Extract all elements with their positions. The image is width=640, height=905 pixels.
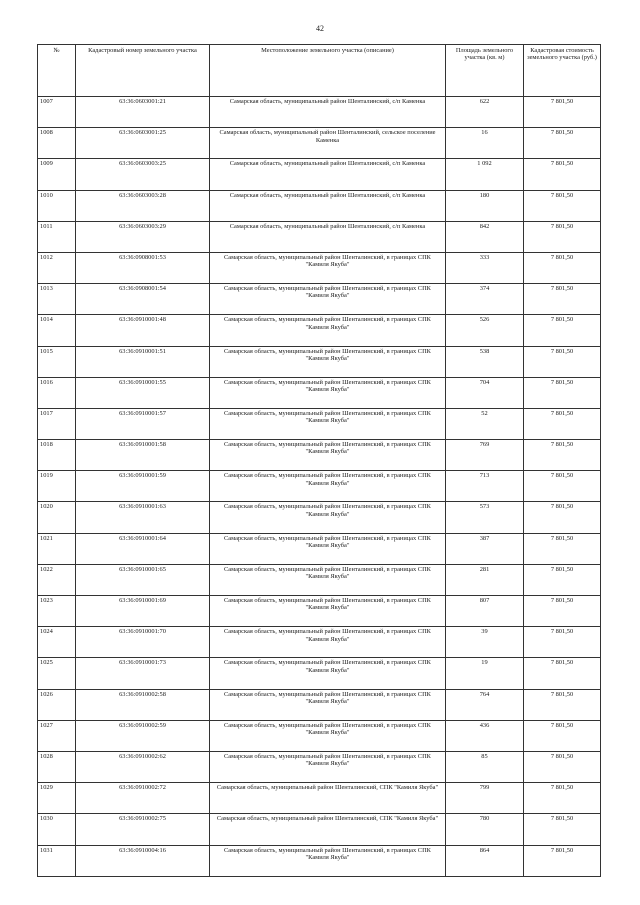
location-cell: Самарская область, муниципальный район Шенталинский, в границах СПК "Камиля Якуба" xyxy=(210,471,446,502)
cadastral-number-cell: 63:36:0910001:69 xyxy=(76,596,210,627)
table-row xyxy=(38,252,601,283)
row-number-cell: 1013 xyxy=(38,284,76,315)
area-cell: 281 xyxy=(446,564,524,595)
cadastral-cost-cell: 7 801,50 xyxy=(524,159,601,190)
table-row xyxy=(38,627,601,658)
row-number-cell: 1008 xyxy=(38,128,76,159)
row-number-cell: 1021 xyxy=(38,533,76,564)
table-row xyxy=(38,315,601,346)
row-number-cell: 1007 xyxy=(38,97,76,128)
cadastral-cost-cell: 7 801,50 xyxy=(524,190,601,221)
row-number-cell: 1019 xyxy=(38,471,76,502)
table-header-row xyxy=(38,45,601,97)
table-row xyxy=(38,596,601,627)
cadastral-number-cell: 63:36:0910002:58 xyxy=(76,689,210,720)
cadastral-number-cell: 63:36:0910001:55 xyxy=(76,377,210,408)
cadastral-number-cell: 63:36:0603001:25 xyxy=(76,128,210,159)
table-row xyxy=(38,408,601,439)
row-number-cell: 1025 xyxy=(38,658,76,689)
area-cell: 799 xyxy=(446,783,524,814)
location-cell: Самарская область, муниципальный район Шенталинский, в границах СПК "Камиля Якуба" xyxy=(210,845,446,876)
location-cell: Самарская область, муниципальный район Шенталинский, в границах СПК "Камиля Якуба" xyxy=(210,377,446,408)
location-cell: Самарская область, муниципальный район Шенталинский, в границах СПК "Камиля Якуба" xyxy=(210,440,446,471)
cadastral-cost-cell: 7 801,50 xyxy=(524,315,601,346)
row-number-cell: 1012 xyxy=(38,252,76,283)
cadastral-number-cell: 63:36:0603001:21 xyxy=(76,97,210,128)
header-number: № xyxy=(38,45,76,97)
cadastral-cost-cell: 7 801,50 xyxy=(524,814,601,845)
area-cell: 1 092 xyxy=(446,159,524,190)
cadastral-cost-cell: 7 801,50 xyxy=(524,658,601,689)
row-number-cell: 1022 xyxy=(38,564,76,595)
area-cell: 622 xyxy=(446,97,524,128)
location-cell: Самарская область, муниципальный район Шенталинский, с/п Каменка xyxy=(210,190,446,221)
cadastral-cost-cell: 7 801,50 xyxy=(524,346,601,377)
cadastral-number-cell: 63:36:0910001:58 xyxy=(76,440,210,471)
area-cell: 526 xyxy=(446,315,524,346)
header-area: Площадь земельного участка (кв. м) xyxy=(446,45,524,97)
location-cell: Самарская область, муниципальный район Шенталинский, в границах СПК "Камиля Якуба" xyxy=(210,252,446,283)
cadastral-number-cell: 63:36:0910001:63 xyxy=(76,502,210,533)
table-row xyxy=(38,440,601,471)
cadastral-number-cell: 63:36:0910001:64 xyxy=(76,533,210,564)
header-location: Местоположение земельного участка (описание) xyxy=(210,45,446,97)
row-number-cell: 1010 xyxy=(38,190,76,221)
table-row xyxy=(38,190,601,221)
area-cell: 842 xyxy=(446,221,524,252)
table-row xyxy=(38,159,601,190)
row-number-cell: 1020 xyxy=(38,502,76,533)
cadastral-cost-cell: 7 801,50 xyxy=(524,221,601,252)
table-row xyxy=(38,533,601,564)
row-number-cell: 1014 xyxy=(38,315,76,346)
cadastral-cost-cell: 7 801,50 xyxy=(524,408,601,439)
cadastral-cost-cell: 7 801,50 xyxy=(524,377,601,408)
row-number-cell: 1029 xyxy=(38,783,76,814)
row-number-cell: 1031 xyxy=(38,845,76,876)
cadastral-number-cell: 63:36:0910001:73 xyxy=(76,658,210,689)
cadastral-number-cell: 63:36:0910001:51 xyxy=(76,346,210,377)
row-number-cell: 1015 xyxy=(38,346,76,377)
location-cell: Самарская область, муниципальный район Шенталинский, в границах СПК "Камиля Якуба" xyxy=(210,346,446,377)
cadastral-number-cell: 63:36:0910001:59 xyxy=(76,471,210,502)
area-cell: 333 xyxy=(446,252,524,283)
table-row xyxy=(38,128,601,159)
cadastral-cost-cell: 7 801,50 xyxy=(524,751,601,782)
cadastral-cost-cell: 7 801,50 xyxy=(524,533,601,564)
table-row xyxy=(38,471,601,502)
area-cell: 19 xyxy=(446,658,524,689)
location-cell: Самарская область, муниципальный район Шенталинский, с/п Каменка xyxy=(210,221,446,252)
location-cell: Самарская область, муниципальный район Шенталинский, в границах СПК "Камиля Якуба" xyxy=(210,533,446,564)
location-cell: Самарская область, муниципальный район Шенталинский, в границах СПК "Камиля Якуба" xyxy=(210,627,446,658)
cadastral-cost-cell: 7 801,50 xyxy=(524,564,601,595)
area-cell: 374 xyxy=(446,284,524,315)
table-body xyxy=(38,97,601,877)
area-cell: 573 xyxy=(446,502,524,533)
row-number-cell: 1016 xyxy=(38,377,76,408)
area-cell: 16 xyxy=(446,128,524,159)
cadastral-cost-cell: 7 801,50 xyxy=(524,252,601,283)
area-cell: 769 xyxy=(446,440,524,471)
table-row xyxy=(38,658,601,689)
cadastral-number-cell: 63:36:0910002:62 xyxy=(76,751,210,782)
row-number-cell: 1017 xyxy=(38,408,76,439)
location-cell: Самарская область, муниципальный район Шенталинский, с/п Каменка xyxy=(210,159,446,190)
cadastral-cost-cell: 7 801,50 xyxy=(524,689,601,720)
table-row xyxy=(38,814,601,845)
table-row xyxy=(38,689,601,720)
row-number-cell: 1009 xyxy=(38,159,76,190)
area-cell: 85 xyxy=(446,751,524,782)
area-cell: 764 xyxy=(446,689,524,720)
cadastral-number-cell: 63:36:0910001:65 xyxy=(76,564,210,595)
area-cell: 807 xyxy=(446,596,524,627)
table-row xyxy=(38,720,601,751)
cadastral-cost-cell: 7 801,50 xyxy=(524,627,601,658)
area-cell: 780 xyxy=(446,814,524,845)
row-number-cell: 1030 xyxy=(38,814,76,845)
table-row xyxy=(38,377,601,408)
area-cell: 713 xyxy=(446,471,524,502)
cadastral-number-cell: 63:36:0910004:16 xyxy=(76,845,210,876)
row-number-cell: 1028 xyxy=(38,751,76,782)
cadastral-cost-cell: 7 801,50 xyxy=(524,502,601,533)
location-cell: Самарская область, муниципальный район Шенталинский, в границах СПК "Камиля Якуба" xyxy=(210,596,446,627)
cadastral-number-cell: 63:36:0603003:28 xyxy=(76,190,210,221)
table-row xyxy=(38,221,601,252)
cadastral-number-cell: 63:36:0910002:59 xyxy=(76,720,210,751)
area-cell: 39 xyxy=(446,627,524,658)
cadastral-cost-cell: 7 801,50 xyxy=(524,440,601,471)
table-row xyxy=(38,346,601,377)
location-cell: Самарская область, муниципальный район Шенталинский, с/п Каменка xyxy=(210,97,446,128)
location-cell: Самарская область, муниципальный район Шенталинский, сельское поселение Каменка xyxy=(210,128,446,159)
cadastral-cost-cell: 7 801,50 xyxy=(524,128,601,159)
location-cell: Самарская область, муниципальный район Шенталинский, в границах СПК "Камиля Якуба" xyxy=(210,502,446,533)
header-cadastral-number: Кадастровый номер земельного участка xyxy=(76,45,210,97)
table-row xyxy=(38,564,601,595)
area-cell: 436 xyxy=(446,720,524,751)
cadastral-number-cell: 63:36:0910002:75 xyxy=(76,814,210,845)
area-cell: 180 xyxy=(446,190,524,221)
table-row xyxy=(38,97,601,128)
table-row xyxy=(38,284,601,315)
area-cell: 387 xyxy=(446,533,524,564)
row-number-cell: 1026 xyxy=(38,689,76,720)
table-row xyxy=(38,845,601,876)
location-cell: Самарская область, муниципальный район Шенталинский, СПК "Камиля Якуба" xyxy=(210,814,446,845)
row-number-cell: 1027 xyxy=(38,720,76,751)
cadastral-number-cell: 63:36:0910001:70 xyxy=(76,627,210,658)
location-cell: Самарская область, муниципальный район Шенталинский, в границах СПК "Камиля Якуба" xyxy=(210,315,446,346)
cadastral-number-cell: 63:36:0603003:25 xyxy=(76,159,210,190)
cadastral-number-cell: 63:36:0910001:57 xyxy=(76,408,210,439)
location-cell: Самарская область, муниципальный район Шенталинский, СПК "Камиля Якуба" xyxy=(210,783,446,814)
location-cell: Самарская область, муниципальный район Шенталинский, в границах СПК "Камиля Якуба" xyxy=(210,564,446,595)
cadastral-number-cell: 63:36:0908001:53 xyxy=(76,252,210,283)
cadastral-cost-cell: 7 801,50 xyxy=(524,471,601,502)
row-number-cell: 1024 xyxy=(38,627,76,658)
row-number-cell: 1023 xyxy=(38,596,76,627)
cadastral-number-cell: 63:36:0603003:29 xyxy=(76,221,210,252)
area-cell: 704 xyxy=(446,377,524,408)
location-cell: Самарская область, муниципальный район Шенталинский, в границах СПК "Камиля Якуба" xyxy=(210,720,446,751)
location-cell: Самарская область, муниципальный район Шенталинский, в границах СПК "Камиля Якуба" xyxy=(210,751,446,782)
location-cell: Самарская область, муниципальный район Шенталинский, в границах СПК "Камиля Якуба" xyxy=(210,689,446,720)
cadastral-number-cell: 63:36:0910001:48 xyxy=(76,315,210,346)
cadastral-cost-cell: 7 801,50 xyxy=(524,845,601,876)
location-cell: Самарская область, муниципальный район Шенталинский, в границах СПК "Камиля Якуба" xyxy=(210,408,446,439)
page-number: 42 xyxy=(316,24,324,33)
table-row xyxy=(38,502,601,533)
row-number-cell: 1011 xyxy=(38,221,76,252)
cadastral-number-cell: 63:36:0908001:54 xyxy=(76,284,210,315)
land-plots-table xyxy=(37,44,601,877)
cadastral-cost-cell: 7 801,50 xyxy=(524,720,601,751)
cadastral-cost-cell: 7 801,50 xyxy=(524,783,601,814)
cadastral-cost-cell: 7 801,50 xyxy=(524,284,601,315)
area-cell: 52 xyxy=(446,408,524,439)
cadastral-cost-cell: 7 801,50 xyxy=(524,97,601,128)
location-cell: Самарская область, муниципальный район Шенталинский, в границах СПК "Камиля Якуба" xyxy=(210,284,446,315)
location-cell: Самарская область, муниципальный район Шенталинский, в границах СПК "Камиля Якуба" xyxy=(210,658,446,689)
cadastral-cost-cell: 7 801,50 xyxy=(524,596,601,627)
area-cell: 538 xyxy=(446,346,524,377)
table-row xyxy=(38,751,601,782)
table-row xyxy=(38,783,601,814)
header-cadastral-cost: Кадастровая стоимость земельного участка (руб.) xyxy=(524,45,601,97)
row-number-cell: 1018 xyxy=(38,440,76,471)
area-cell: 864 xyxy=(446,845,524,876)
cadastral-number-cell: 63:36:0910002:72 xyxy=(76,783,210,814)
